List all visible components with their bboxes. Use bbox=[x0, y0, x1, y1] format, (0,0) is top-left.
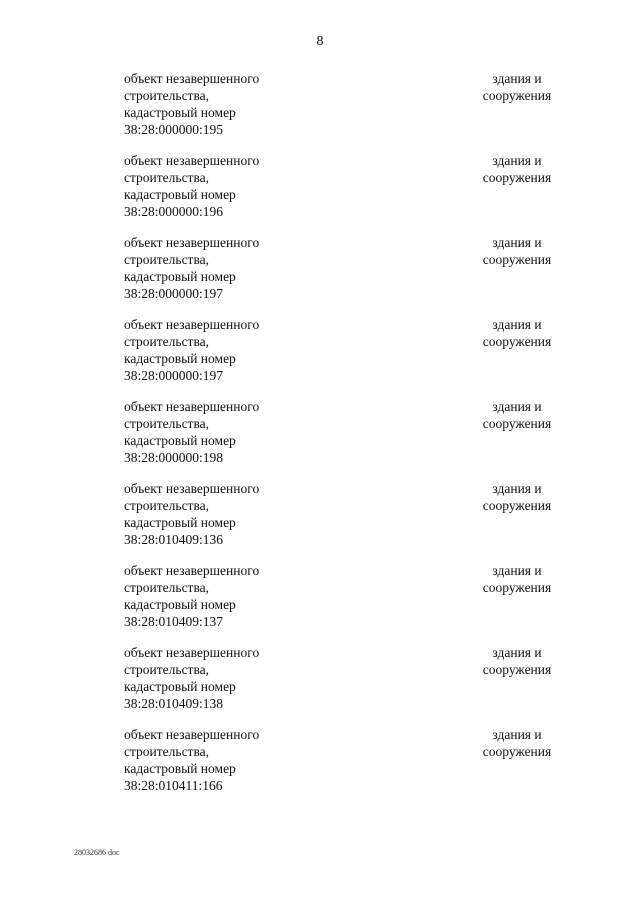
cadastral-number: 38:28:000000:198 bbox=[124, 450, 224, 465]
object-kind-line: строительства, bbox=[124, 170, 210, 185]
entry-list bbox=[0, 70, 640, 808]
cadastral-label-line: кадастровый номер bbox=[124, 761, 236, 776]
object-category bbox=[470, 562, 564, 596]
object-description bbox=[124, 234, 259, 302]
category-line-2: сооружения bbox=[482, 334, 552, 349]
object-type-line: объект незавершенного bbox=[124, 645, 260, 660]
category-line-1: здания и bbox=[492, 235, 542, 250]
object-description bbox=[124, 726, 259, 794]
cadastral-label-line: кадастровый номер bbox=[124, 105, 236, 120]
cadastral-number: 38:28:000000:197 bbox=[124, 368, 224, 383]
object-description bbox=[124, 70, 259, 138]
object-kind-line: строительства, bbox=[124, 498, 210, 513]
list-item bbox=[0, 480, 640, 562]
object-category bbox=[470, 152, 564, 186]
cadastral-label-line: кадастровый номер bbox=[124, 269, 236, 284]
object-category bbox=[470, 398, 564, 432]
list-item bbox=[0, 234, 640, 316]
object-type-line: объект незавершенного bbox=[124, 481, 260, 496]
list-item bbox=[0, 316, 640, 398]
category-line-2: сооружения bbox=[482, 580, 552, 595]
object-category bbox=[470, 644, 564, 678]
object-category bbox=[470, 234, 564, 268]
object-kind-line: строительства, bbox=[124, 416, 210, 431]
object-description bbox=[124, 152, 259, 220]
object-description bbox=[124, 562, 259, 630]
object-kind-line: строительства, bbox=[124, 580, 210, 595]
cadastral-label-line: кадастровый номер bbox=[124, 679, 236, 694]
category-line-1: здания и bbox=[492, 481, 542, 496]
category-line-1: здания и bbox=[492, 71, 542, 86]
category-line-2: сооружения bbox=[482, 498, 552, 513]
object-type-line: объект незавершенного bbox=[124, 727, 260, 742]
category-line-2: сооружения bbox=[482, 662, 552, 677]
category-line-2: сооружения bbox=[482, 88, 552, 103]
object-kind-line: строительства, bbox=[124, 88, 210, 103]
list-item bbox=[0, 562, 640, 644]
category-line-1: здания и bbox=[492, 153, 542, 168]
object-type-line: объект незавершенного bbox=[124, 71, 260, 86]
category-line-1: здания и bbox=[492, 399, 542, 414]
object-category bbox=[470, 70, 564, 104]
category-line-2: сооружения bbox=[482, 252, 552, 267]
cadastral-number: 38:28:000000:196 bbox=[124, 204, 224, 219]
object-type-line: объект незавершенного bbox=[124, 317, 260, 332]
category-line-1: здания и bbox=[492, 563, 542, 578]
cadastral-number: 38:28:010409:137 bbox=[124, 614, 224, 629]
category-line-2: сооружения bbox=[482, 416, 552, 431]
list-item bbox=[0, 70, 640, 152]
object-category bbox=[470, 726, 564, 760]
cadastral-number: 38:28:010409:138 bbox=[124, 696, 224, 711]
cadastral-number: 38:28:000000:197 bbox=[124, 286, 224, 301]
category-line-1: здания и bbox=[492, 317, 542, 332]
document-file-name: 28032686 doc bbox=[74, 848, 120, 857]
cadastral-label-line: кадастровый номер bbox=[124, 351, 236, 366]
object-description bbox=[124, 316, 259, 384]
list-item bbox=[0, 398, 640, 480]
cadastral-label-line: кадастровый номер bbox=[124, 187, 236, 202]
object-kind-line: строительства, bbox=[124, 252, 210, 267]
list-item bbox=[0, 644, 640, 726]
object-description bbox=[124, 480, 259, 548]
cadastral-label-line: кадастровый номер bbox=[124, 597, 236, 612]
object-description bbox=[124, 398, 259, 466]
cadastral-number: 38:28:000000:195 bbox=[124, 122, 224, 137]
list-item bbox=[0, 152, 640, 234]
object-type-line: объект незавершенного bbox=[124, 563, 260, 578]
category-line-2: сооружения bbox=[482, 170, 552, 185]
category-line-1: здания и bbox=[492, 645, 542, 660]
object-type-line: объект незавершенного bbox=[124, 153, 260, 168]
cadastral-label-line: кадастровый номер bbox=[124, 515, 236, 530]
object-kind-line: строительства, bbox=[124, 334, 210, 349]
page-number: 8 bbox=[316, 34, 324, 49]
object-kind-line: строительства, bbox=[124, 744, 210, 759]
object-type-line: объект незавершенного bbox=[124, 235, 260, 250]
category-line-1: здания и bbox=[492, 727, 542, 742]
list-item bbox=[0, 726, 640, 808]
object-kind-line: строительства, bbox=[124, 662, 210, 677]
cadastral-label-line: кадастровый номер bbox=[124, 433, 236, 448]
cadastral-number: 38:28:010409:136 bbox=[124, 532, 224, 547]
object-type-line: объект незавершенного bbox=[124, 399, 260, 414]
object-category bbox=[470, 480, 564, 514]
cadastral-number: 38:28:010411:166 bbox=[124, 778, 223, 793]
object-category bbox=[470, 316, 564, 350]
category-line-2: сооружения bbox=[482, 744, 552, 759]
object-description bbox=[124, 644, 259, 712]
